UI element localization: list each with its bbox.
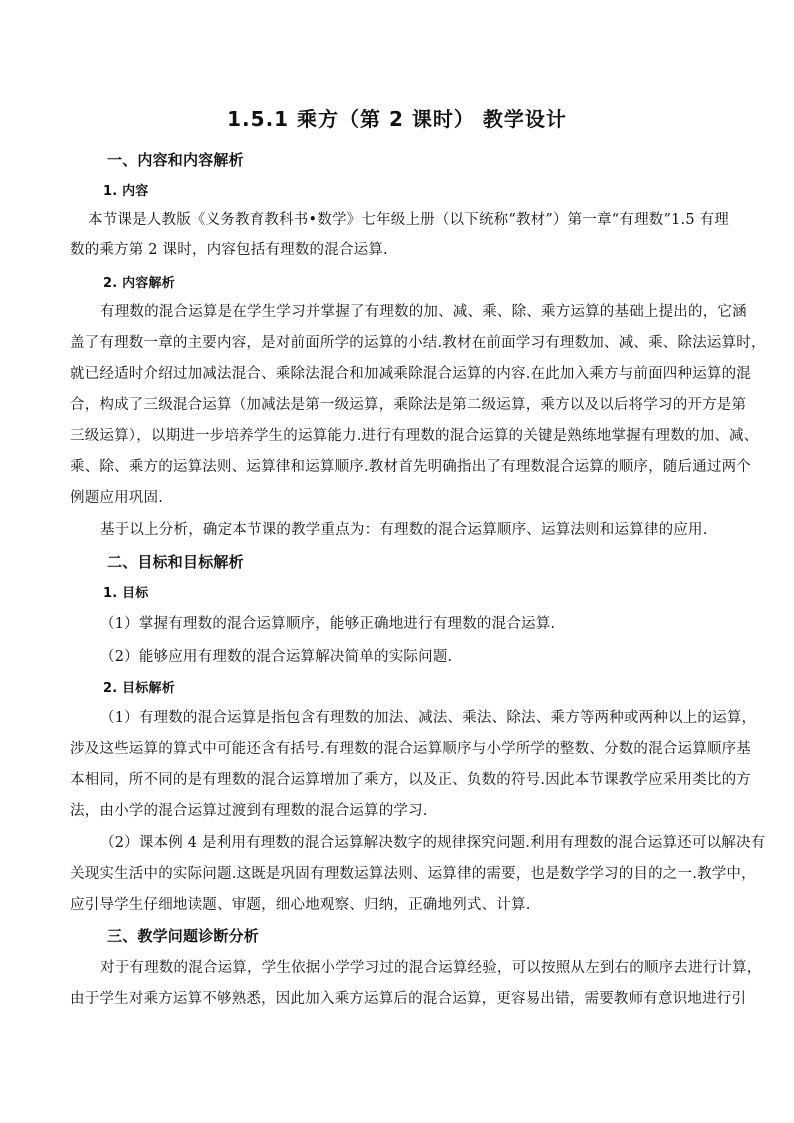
section-heading-2: 二、目标和目标解析 <box>107 553 244 571</box>
subheading-goal-analysis: 2. 目标解析 <box>103 681 175 696</box>
paragraph-line: 涉及这些运算的算式中可能还含有括号.有理数的混合运算顺序与小学所学的整数、分数的混合运算顺序基 <box>70 741 752 757</box>
paragraph-line: 合，构成了三级混合运算（加减法是第一级运算，乘除法是第二级运算，乘方以及以后将学习的开方是第 <box>70 397 747 413</box>
section-heading-3: 三、教学问题诊断分析 <box>107 927 260 945</box>
paragraph-line: 法，由小学的混合运算过渡到有理数的混合运算的学习. <box>70 803 428 819</box>
paragraph-line: 本节课是人教版《义务教育教科书•数学》七年级上册（以下统称“教材”）第一章“有理数”1.5 有理 <box>88 212 729 228</box>
paragraph-line: 三级运算），以期进一步培养学生的运算能力.进行有理数的混合运算的关键是熟练地掌握有理数的加、减、 <box>70 428 759 444</box>
paragraph-line: 例题应用巩固. <box>70 490 164 506</box>
paragraph-line: 对于有理数的混合运算，学生依据小学学习过的混合运算经验，可以按照从左到右的顺序去进行计算， <box>100 960 762 976</box>
section-heading-1: 一、内容和内容解析 <box>107 151 244 169</box>
paragraph-key-points: 基于以上分析，确定本节课的教学重点为：有理数的混合运算顺序、运算法则和运算律的应用. <box>100 522 708 538</box>
paragraph-line: 由于学生对乘方运算不够熟悉，因此加入乘方运算后的混合运算，更容易出错，需要教师有意识地进行引 <box>70 991 747 1007</box>
subheading-goals: 1. 目标 <box>103 586 149 601</box>
paragraph-line: 数的乘方第 2 课时，内容包括有理数的混合运算. <box>70 242 388 258</box>
paragraph-line: 应引导学生仔细地读题、审题，细心地观察、归纳，正确地列式、计算. <box>70 897 531 913</box>
paragraph-line: （1）有理数的混合运算是指包含有理数的加法、减法、乘法、除法、乘方等两种或两种以上的运算， <box>100 710 757 726</box>
paragraph-line: 就已经适时介绍过加减法混合、乘除法混合和加减乘除混合运算的内容.在此加入乘方与前面四种运算的混 <box>70 366 752 382</box>
subheading-content: 1. 内容 <box>103 184 149 199</box>
paragraph-line: （2）课本例 4 是利用有理数的混合运算解决数字的规律探究问题.利用有理数的混合运算还可以解决有 <box>100 835 766 851</box>
paragraph-line: 本相同，所不同的是有理数的混合运算增加了乘方，以及正、负数的符号.因此本节课教学应采用类比的方 <box>70 772 752 788</box>
paragraph-line: 盖了有理数一章的主要内容，是对前面所学的运算的小结.教材在前面学习有理数加、减、乘、除法运算时， <box>70 335 766 351</box>
paragraph-line: 关现实生活中的实际问题.这既是巩固有理数运算法则、运算律的需要，也是数学学习的目的之一.教学中， <box>70 866 756 882</box>
paragraph-line: 有理数的混合运算是在学生学习并掌握了有理数的加、减、乘、除、乘方运算的基础上提出的，它涵 <box>100 304 747 320</box>
subheading-content-analysis: 2. 内容解析 <box>103 276 175 291</box>
page-title: 1.5.1 乘方（第 2 课时） 教学设计 <box>227 107 567 131</box>
goal-item-1: （1）掌握有理数的混合运算顺序，能够正确地进行有理数的混合运算. <box>100 616 556 632</box>
goal-item-2: （2）能够应用有理数的混合运算解决简单的实际问题. <box>100 649 453 665</box>
paragraph-line: 乘、除、乘方的运算法则、运算律和运算顺序.教材首先明确指出了有理数混合运算的顺序，随后通过两个 <box>70 459 752 475</box>
